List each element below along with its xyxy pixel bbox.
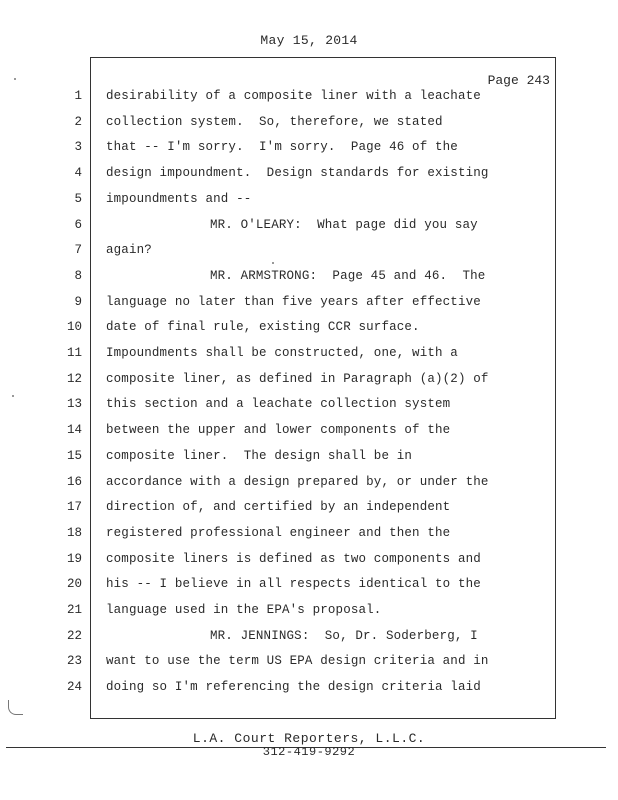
scan-speck bbox=[14, 78, 16, 80]
line-number: 10 bbox=[66, 320, 82, 335]
line-number: 24 bbox=[66, 680, 82, 695]
transcript-line bbox=[0, 346, 618, 372]
line-number: 15 bbox=[66, 448, 82, 463]
footer-company: L.A. Court Reporters, L.L.C. bbox=[192, 731, 426, 746]
line-text: impoundments and -- bbox=[106, 191, 252, 206]
transcript-line bbox=[0, 218, 618, 244]
scan-edge-mark bbox=[8, 700, 23, 715]
transcript-line bbox=[0, 397, 618, 423]
line-text: composite liners is defined as two components and bbox=[106, 551, 481, 566]
line-number: 22 bbox=[66, 628, 82, 643]
line-number: 11 bbox=[66, 346, 82, 360]
page-number: Page 243 bbox=[487, 73, 550, 88]
line-number: 13 bbox=[66, 397, 82, 412]
line-text: design impoundment. Design standards for existing bbox=[106, 166, 489, 181]
line-number: 12 bbox=[66, 371, 82, 386]
line-text: composite liner. The design shall be in bbox=[106, 448, 413, 463]
line-text: accordance with a design prepared by, or under the bbox=[106, 474, 489, 489]
transcript-line bbox=[0, 372, 618, 398]
transcript-line bbox=[0, 629, 618, 655]
transcript-line bbox=[0, 500, 618, 526]
transcript-line bbox=[0, 320, 618, 346]
line-text: registered professional engineer and then the bbox=[106, 525, 451, 540]
transcript-line bbox=[0, 654, 618, 680]
scan-speck bbox=[12, 395, 14, 397]
line-number: 8 bbox=[74, 268, 82, 283]
line-text: MR. O'LEARY: What page did you say bbox=[210, 217, 478, 232]
line-text: this section and a leachate collection system bbox=[106, 397, 451, 412]
line-text: collection system. So, therefore, we stated bbox=[106, 114, 443, 129]
transcript-line bbox=[0, 423, 618, 449]
line-text: date of final rule, existing CCR surface. bbox=[106, 320, 420, 335]
transcript-line bbox=[0, 166, 618, 192]
line-text: again? bbox=[106, 243, 152, 258]
transcript-line bbox=[0, 243, 618, 269]
footer-phone: 312-419-9292 bbox=[262, 745, 356, 759]
line-number: 6 bbox=[74, 217, 82, 232]
line-number: 5 bbox=[74, 191, 82, 206]
line-text: MR. JENNINGS: So, Dr. Soderberg, I bbox=[210, 628, 478, 643]
transcript-line bbox=[0, 552, 618, 578]
line-text: desirability of a composite liner with a leachate bbox=[106, 89, 481, 103]
transcript-line bbox=[0, 140, 618, 166]
line-text: direction of, and certified by an independent bbox=[106, 500, 451, 515]
line-number: 18 bbox=[66, 525, 82, 540]
transcript-line bbox=[0, 449, 618, 475]
line-text: between the upper and lower components of the bbox=[106, 423, 451, 438]
line-text: composite liner, as defined in Paragraph (a)(2) of bbox=[106, 371, 489, 386]
line-number: 4 bbox=[74, 166, 82, 181]
transcript-line bbox=[0, 475, 618, 501]
transcript-line bbox=[0, 115, 618, 141]
line-number: 3 bbox=[74, 140, 82, 155]
line-number: 17 bbox=[66, 500, 82, 515]
line-text: doing so I'm referencing the design criteria laid bbox=[106, 680, 481, 695]
transcript-line bbox=[0, 295, 618, 321]
transcript-line bbox=[0, 526, 618, 552]
transcript-line bbox=[0, 603, 618, 629]
line-text: his -- I believe in all respects identical to the bbox=[106, 577, 481, 592]
line-text: language used in the EPA's proposal. bbox=[106, 603, 382, 617]
line-number: 14 bbox=[66, 423, 82, 438]
line-number: 9 bbox=[74, 294, 82, 309]
transcript-line bbox=[0, 89, 618, 115]
transcript-line bbox=[0, 269, 618, 295]
line-text: MR. ARMSTRONG: Page 45 and 46. The bbox=[210, 268, 486, 283]
line-text: want to use the term US EPA design criteria and in bbox=[106, 654, 489, 669]
transcript-line bbox=[0, 680, 618, 706]
line-text: Impoundments shall be constructed, one, with a bbox=[106, 346, 458, 360]
header-date: May 15, 2014 bbox=[260, 33, 358, 48]
line-number: 7 bbox=[74, 243, 82, 258]
line-number: 19 bbox=[66, 551, 82, 566]
transcript-line bbox=[0, 577, 618, 603]
line-number: 21 bbox=[66, 603, 82, 617]
transcript-line bbox=[0, 192, 618, 218]
line-text: language no later than five years after effective bbox=[106, 294, 481, 309]
line-number: 1 bbox=[74, 89, 82, 103]
line-number: 20 bbox=[66, 577, 82, 592]
line-text: that -- I'm sorry. I'm sorry. Page 46 of the bbox=[106, 140, 458, 155]
line-number: 2 bbox=[74, 114, 82, 129]
line-number: 16 bbox=[66, 474, 82, 489]
line-number: 23 bbox=[66, 654, 82, 669]
scan-speck bbox=[272, 262, 274, 264]
